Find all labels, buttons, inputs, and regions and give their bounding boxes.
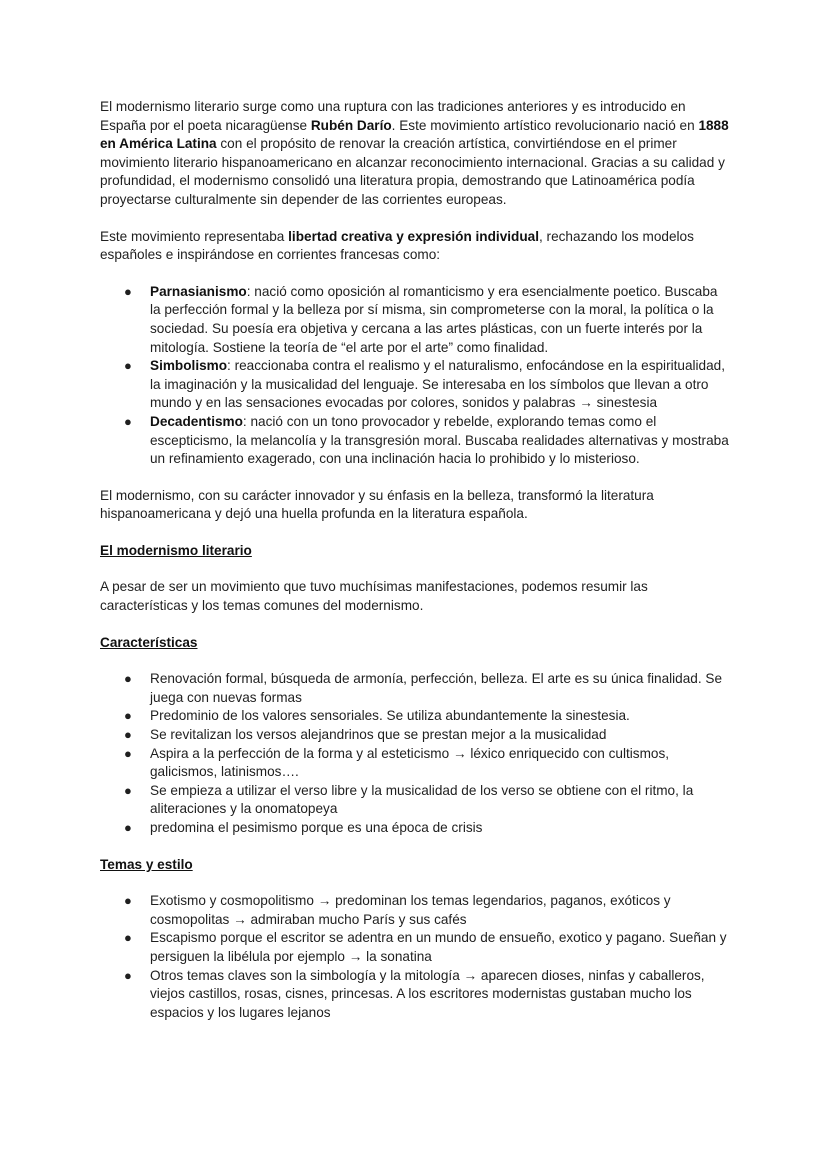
origin-date-place: 1888 en América Latina — [100, 117, 729, 152]
list-item: ● Parnasianismo: nació como oposición al romanticismo y era esencialmente poetico. Buscaba la perfección formal y la belleza por sí misma, sin comprometerse con la moral, la política o la sociedad. Su poesía era objetiva y cercana a las artes plásticas, con un fuerte interés por la mitología. Sostiene la teoría de “el arte por el arte” como finalidad. — [124, 283, 718, 355]
section-heading-temas: Temas y estilo — [100, 856, 193, 872]
list-item: ● Escapismo porque el escritor se adentra en un mundo de ensueño, exotico y pagano. Sueñan y persiguen la libélula por ejemplo → la sonatina — [124, 930, 727, 964]
caracteristicas-list — [100, 670, 730, 837]
list-item: ● Decadentismo: nació con un tono provocador y rebelde, explorando temas como el escepticismo, la melancolía y la transgresión moral. Buscaba realidades alternativas y mostraba un refinamiento exagerado, con una inclinación hacia lo prohibido y lo misterioso. — [124, 413, 729, 467]
key-concept: libertad creativa y expresión individual — [288, 228, 539, 244]
bullet-icon: ● — [124, 283, 132, 299]
list-item: ● predomina el pesimismo porque es una época de crisis — [100, 819, 730, 838]
list-item: ● Renovación formal, búsqueda de armonía, perfección, belleza. El arte es su única finalidad. Se juega con nuevas formas — [124, 671, 723, 705]
bullet-icon: ● — [124, 893, 132, 909]
section-heading-caracteristicas: Características — [100, 634, 198, 650]
bullet-icon: ● — [124, 782, 132, 798]
bullet-icon: ● — [124, 745, 132, 761]
bullet-icon: ● — [124, 671, 132, 687]
intro-paragraph-3: El modernismo, con su carácter innovador y su énfasis en la belleza, transformó la literatura hispanoamericana y dejó una huella profunda en la literatura española. — [100, 487, 654, 522]
list-item: ● Simbolismo: reaccionaba contra el realismo y el naturalismo, enfocándose en la espiritualidad, la imaginación y la musicalidad del lenguaje. Se interesaba en los símbolos que llevan a otro mundo y en las sensaciones evocadas por colores, sonidos y palabras → sinestesia — [124, 358, 726, 411]
section-modernismo-text: A pesar de ser un movimiento que tuvo muchísimas manifestaciones, podemos resumir las características y los temas comunes del modernismo. — [100, 579, 648, 614]
bullet-icon: ● — [124, 727, 132, 743]
bullet-icon: ● — [124, 967, 132, 983]
list-item: ● Se empieza a utilizar el verso libre y la musicalidad de los verso se obtiene con el ritmo, la aliteraciones y la onomatopeya — [124, 782, 694, 817]
list-item: ● Exotismo y cosmopolitismo → predominan los temas legendarios, paganos, exóticos y cosmopolitas → admiraban mucho París y sus cafés — [124, 893, 671, 927]
bullet-icon: ● — [124, 708, 132, 724]
intro-paragraph-1: El modernismo literario surge como una ruptura con las tradiciones anteriores y es introducido en España por el poeta nicaragüense Rubén Darío. Este movimiento artístico revolucionario nació en 1888 en América Latina con el propósito de renovar la creación artística, convirtiéndose en el primer movimiento literario hispanoamericano en alcanzar reconocimiento internacional. Gracias a su calidad y profundidad, el modernismo consolidó una literatura propia, demostrando que Latinoamérica podía proyectarse culturalmente sin depender de las corrientes europeas. — [100, 99, 729, 207]
bullet-icon: ● — [124, 358, 132, 374]
list-item: ● Aspira a la perfección de la forma y al esteticismo → léxico enriquecido con cultismos, galicismos, latinismos…. — [124, 745, 670, 780]
section-heading-modernismo: El modernismo literario — [100, 542, 252, 558]
author-name: Rubén Darío — [310, 117, 392, 133]
document-page — [100, 98, 730, 1040]
bullet-icon: ● — [124, 820, 132, 835]
temas-list — [100, 892, 730, 1022]
bullet-icon: ● — [124, 413, 132, 429]
list-item: ● Se revitalizan los versos alejandrinos que se prestan mejor a la musicalidad — [100, 726, 730, 745]
bullet-icon: ● — [124, 930, 132, 946]
intro-paragraph-2: Este movimiento representaba libertad creativa y expresión individual, rechazando los modelos españoles e inspirándose en corrientes francesas como: — [100, 228, 694, 263]
french-currents-list — [100, 283, 730, 469]
list-item: ● Otros temas claves son la simbología y la mitología → aparecen dioses, ninfas y caballeros, viejos castillos, rosas, cisnes, princesas. A los escritores modernistas gustaban mucho los espacios y los lugares lejanos — [124, 967, 705, 1020]
list-item: ● Predominio de los valores sensoriales. Se utiliza abundantemente la sinestesia. — [100, 707, 730, 726]
